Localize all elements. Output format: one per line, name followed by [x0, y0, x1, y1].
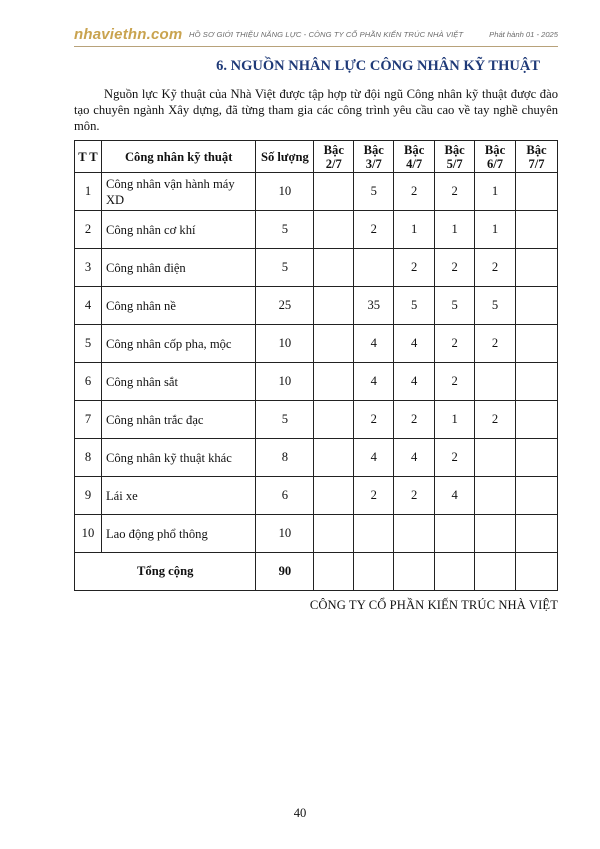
cell-b3: 2: [354, 477, 394, 515]
total-b7: [516, 553, 558, 591]
cell-b5: 2: [435, 363, 475, 401]
cell-b4: 4: [394, 439, 435, 477]
cell-b5: [435, 515, 475, 553]
header-title: HỒ SƠ GIỚI THIỆU NĂNG LỰC - CÔNG TY CỔ PHẦN KIẾN TRÚC NHÀ VIỆT: [189, 30, 464, 39]
table-row: [75, 477, 558, 515]
company-signature: CÔNG TY CỔ PHẦN KIẾN TRÚC NHÀ VIỆT: [309, 598, 558, 612]
cell-b7: [516, 211, 558, 249]
cell-qty: 5: [256, 401, 314, 439]
cell-b7: [516, 363, 558, 401]
cell-b2: [314, 325, 354, 363]
total-b6: [475, 553, 516, 591]
cell-name: Công nhân trắc đạc: [101, 401, 255, 439]
cell-b3: [354, 249, 394, 287]
table-row: [75, 439, 558, 477]
col-header-b7: Bậc 7/7: [516, 141, 558, 173]
col-header-b2: Bậc 2/7: [314, 141, 354, 173]
cell-qty: 10: [256, 325, 314, 363]
cell-b2: [314, 173, 354, 211]
cell-name: Lái xe: [101, 477, 255, 515]
cell-tt: 7: [75, 401, 102, 439]
cell-qty: 5: [256, 249, 314, 287]
cell-b7: [516, 173, 558, 211]
cell-b4: 2: [394, 401, 435, 439]
cell-name: Công nhân cơ khí: [101, 211, 255, 249]
cell-b6: [475, 363, 516, 401]
cell-b5: 4: [435, 477, 475, 515]
cell-b6: 2: [475, 401, 516, 439]
cell-b7: [516, 287, 558, 325]
cell-tt: 9: [75, 477, 102, 515]
cell-tt: 10: [75, 515, 102, 553]
cell-b6: 1: [475, 173, 516, 211]
cell-b2: [314, 515, 354, 553]
intro-paragraph: Nguồn lực Kỹ thuật của Nhà Việt được tập hợp từ đội ngũ Công nhân kỹ thuật được đào tạo chuyên ngành Xây dựng, đã từng tham gia các công trình yêu cầu cao về tay nghề chuyên môn.: [74, 87, 558, 133]
cell-b4: [394, 515, 435, 553]
total-label: Tổng cộng: [75, 553, 256, 591]
cell-name: Lao động phổ thông: [101, 515, 255, 553]
table-row: [75, 515, 558, 553]
cell-b2: [314, 211, 354, 249]
page-header: [74, 26, 558, 47]
cell-b5: 2: [435, 439, 475, 477]
cell-tt: 1: [75, 173, 102, 211]
cell-b3: 4: [354, 325, 394, 363]
cell-tt: 8: [75, 439, 102, 477]
cell-b2: [314, 363, 354, 401]
cell-name: Công nhân cốp pha, mộc: [101, 325, 255, 363]
total-b2: [314, 553, 354, 591]
cell-b5: 2: [435, 249, 475, 287]
total-qty: 90: [256, 553, 314, 591]
total-b5: [435, 553, 475, 591]
table-row: [75, 325, 558, 363]
cell-b7: [516, 249, 558, 287]
cell-qty: 8: [256, 439, 314, 477]
table-row: [75, 211, 558, 249]
cell-qty: 25: [256, 287, 314, 325]
cell-b7: [516, 477, 558, 515]
cell-qty: 5: [256, 211, 314, 249]
cell-b4: 2: [394, 477, 435, 515]
cell-b3: 4: [354, 363, 394, 401]
cell-b6: [475, 477, 516, 515]
cell-b3: 5: [354, 173, 394, 211]
cell-qty: 10: [256, 515, 314, 553]
cell-b2: [314, 401, 354, 439]
cell-b5: 2: [435, 325, 475, 363]
cell-name: Công nhân điện: [101, 249, 255, 287]
table-header-row: [75, 141, 558, 173]
cell-b3: 2: [354, 401, 394, 439]
cell-b3: 2: [354, 211, 394, 249]
cell-b2: [314, 439, 354, 477]
cell-b4: 4: [394, 363, 435, 401]
cell-b2: [314, 287, 354, 325]
table-row: [75, 287, 558, 325]
cell-name: Công nhân kỹ thuật khác: [101, 439, 255, 477]
col-header-b3: Bậc 3/7: [354, 141, 394, 173]
cell-b4: 2: [394, 173, 435, 211]
section-title: 6. NGUỒN NHÂN LỰC CÔNG NHÂN KỸ THUẬT: [216, 58, 540, 74]
cell-b5: 5: [435, 287, 475, 325]
col-header-tt: T T: [75, 141, 102, 173]
cell-b7: [516, 325, 558, 363]
cell-b6: 1: [475, 211, 516, 249]
table-row: [75, 249, 558, 287]
brand-logo: nhaviethn.com: [74, 26, 183, 43]
cell-name: Công nhân sắt: [101, 363, 255, 401]
cell-tt: 2: [75, 211, 102, 249]
table-row: [75, 401, 558, 439]
cell-b6: 2: [475, 249, 516, 287]
cell-b4: 5: [394, 287, 435, 325]
cell-name: Công nhân vận hành máy XD: [101, 173, 255, 211]
cell-b7: [516, 515, 558, 553]
cell-qty: 6: [256, 477, 314, 515]
page-number: 40: [293, 806, 307, 820]
col-header-qty: Số lượng: [256, 141, 314, 173]
cell-b4: 4: [394, 325, 435, 363]
cell-tt: 4: [75, 287, 102, 325]
table-row: [75, 363, 558, 401]
cell-b7: [516, 401, 558, 439]
col-header-b5: Bậc 5/7: [435, 141, 475, 173]
header-issue: Phát hành 01 - 2025: [489, 30, 558, 39]
cell-b5: 2: [435, 173, 475, 211]
cell-b6: 5: [475, 287, 516, 325]
col-header-b6: Bậc 6/7: [475, 141, 516, 173]
cell-name: Công nhân nề: [101, 287, 255, 325]
cell-qty: 10: [256, 173, 314, 211]
cell-b3: 35: [354, 287, 394, 325]
cell-b6: [475, 515, 516, 553]
cell-tt: 3: [75, 249, 102, 287]
cell-b6: [475, 439, 516, 477]
total-b4: [394, 553, 435, 591]
col-header-b4: Bậc 4/7: [394, 141, 435, 173]
cell-b5: 1: [435, 211, 475, 249]
cell-b3: 4: [354, 439, 394, 477]
total-b3: [354, 553, 394, 591]
cell-b4: 1: [394, 211, 435, 249]
workers-table: [74, 140, 558, 591]
cell-b5: 1: [435, 401, 475, 439]
cell-b3: [354, 515, 394, 553]
cell-b2: [314, 249, 354, 287]
cell-qty: 10: [256, 363, 314, 401]
cell-tt: 6: [75, 363, 102, 401]
table-row: [75, 173, 558, 211]
cell-b4: 2: [394, 249, 435, 287]
cell-tt: 5: [75, 325, 102, 363]
total-row: [75, 553, 558, 591]
cell-b6: 2: [475, 325, 516, 363]
col-header-name: Công nhân kỹ thuật: [101, 141, 255, 173]
cell-b7: [516, 439, 558, 477]
cell-b2: [314, 477, 354, 515]
